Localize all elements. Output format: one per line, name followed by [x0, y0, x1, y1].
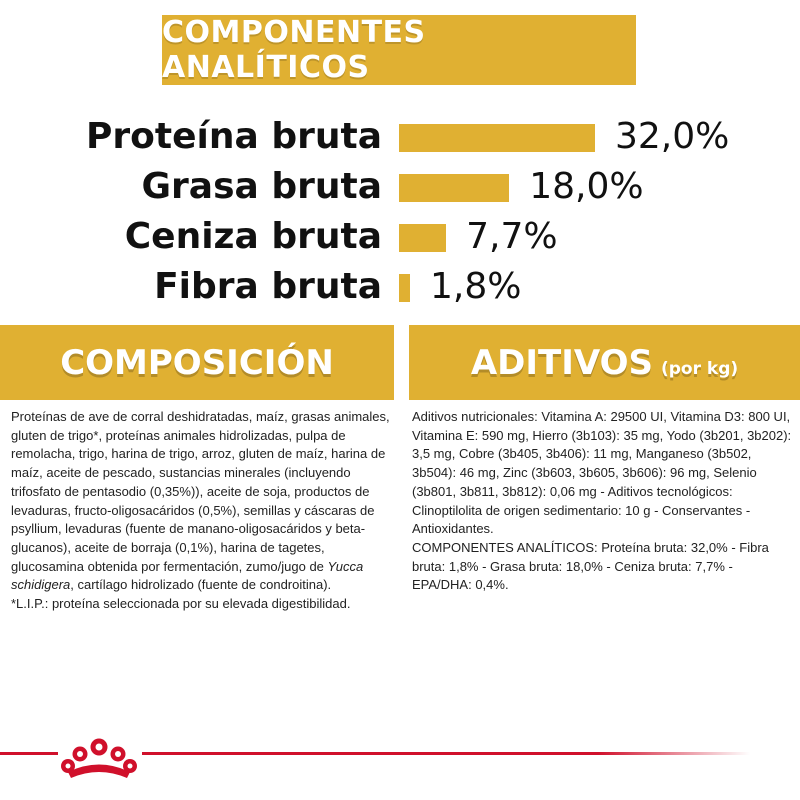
footer-line-left [0, 752, 58, 755]
additives-title-unit: (por kg) [660, 358, 739, 379]
composition-text [11, 408, 393, 614]
chart-row [0, 112, 800, 162]
chart-value-label: 32,0% [615, 116, 730, 157]
chart-category-label: Ceniza bruta [124, 216, 382, 257]
footer-line-right [142, 752, 750, 755]
chart-bar [399, 224, 446, 252]
chart-category-label: Fibra bruta [154, 266, 382, 307]
chart-row [0, 162, 800, 212]
composition-text-end: , cartílago hidrolizado (fuente de condroitina). [70, 577, 332, 593]
chart-value-label: 18,0% [529, 166, 644, 207]
additives-analytic-text: COMPONENTES ANALÍTICOS: Proteína bruta: 32,0% - Fibra bruta: 1,8% - Grasa bruta: 18,0% - Ceniza bruta: 7,7% - EPA/DHA: 0,4%. [412, 539, 769, 593]
analytic-components-banner [162, 15, 636, 85]
additives-text [412, 408, 792, 595]
composition-banner [0, 325, 394, 400]
chart-row [0, 212, 800, 262]
chart-category-label: Proteína bruta [86, 116, 382, 157]
additives-text-main: Aditivos nutricionales: Vitamina A: 29500 UI, Vitamina D3: 800 UI, Vitamina E: 590 mg, Hierro (3b103): 35 mg, Yodo (3b201, 3b202): 3,5 mg, Cobre (3b405, 3b406): 11 mg, Manganeso (3b502, 3b504): 46 mg, Zinc (3b603, 3b605, 3b606): 96 mg, Selenio (3b801, 3b811, 3b812): 0,06 mg - Aditivos tecnológicos: Clinoptilolita de origen sedimentario: 10 g - Conservantes - Antioxidantes. [412, 409, 792, 537]
chart-value-label: 1,8% [430, 266, 522, 307]
chart-bar [399, 274, 410, 302]
composition-text-italic: Yucca schidigera [11, 558, 364, 593]
royal-canin-crown-icon [58, 732, 140, 782]
additives-title: ADITIVOS [470, 342, 653, 383]
additives-banner [409, 325, 800, 400]
chart-bar [399, 174, 509, 202]
composition-text-main: Proteínas de ave de corral deshidratadas, maíz, grasas animales, gluten de trigo*, proteínas animales hidrolizadas, pulpa de remolacha, trigo, harina de trigo, arroz, gluten de maíz, harina de maíz, aceite de pescado, sustancias minerales (incluyendo trifosfato de pentasodio (0,35%)), aceite de soja, productos de levaduras, fructo-oligosacáridos (0,5%), semillas y cáscaras de psyllium, levaduras (fuente de manano-oligosacáridos y beta-glucanos), aceite de borraja (0,1%), harina de tagetes, glucosamina obtenida por fermentación, zumo/jugo de [11, 409, 390, 574]
analytic-components-title: COMPONENTES ANALÍTICOS [162, 15, 426, 85]
chart-row [0, 262, 800, 312]
chart-category-label: Grasa bruta [141, 166, 382, 207]
chart-value-label: 7,7% [466, 216, 558, 257]
chart-bar [399, 124, 595, 152]
composition-title: COMPOSICIÓN [60, 342, 334, 383]
composition-footnote: *L.I.P.: proteína seleccionada por su elevada digestibilidad. [11, 596, 351, 612]
